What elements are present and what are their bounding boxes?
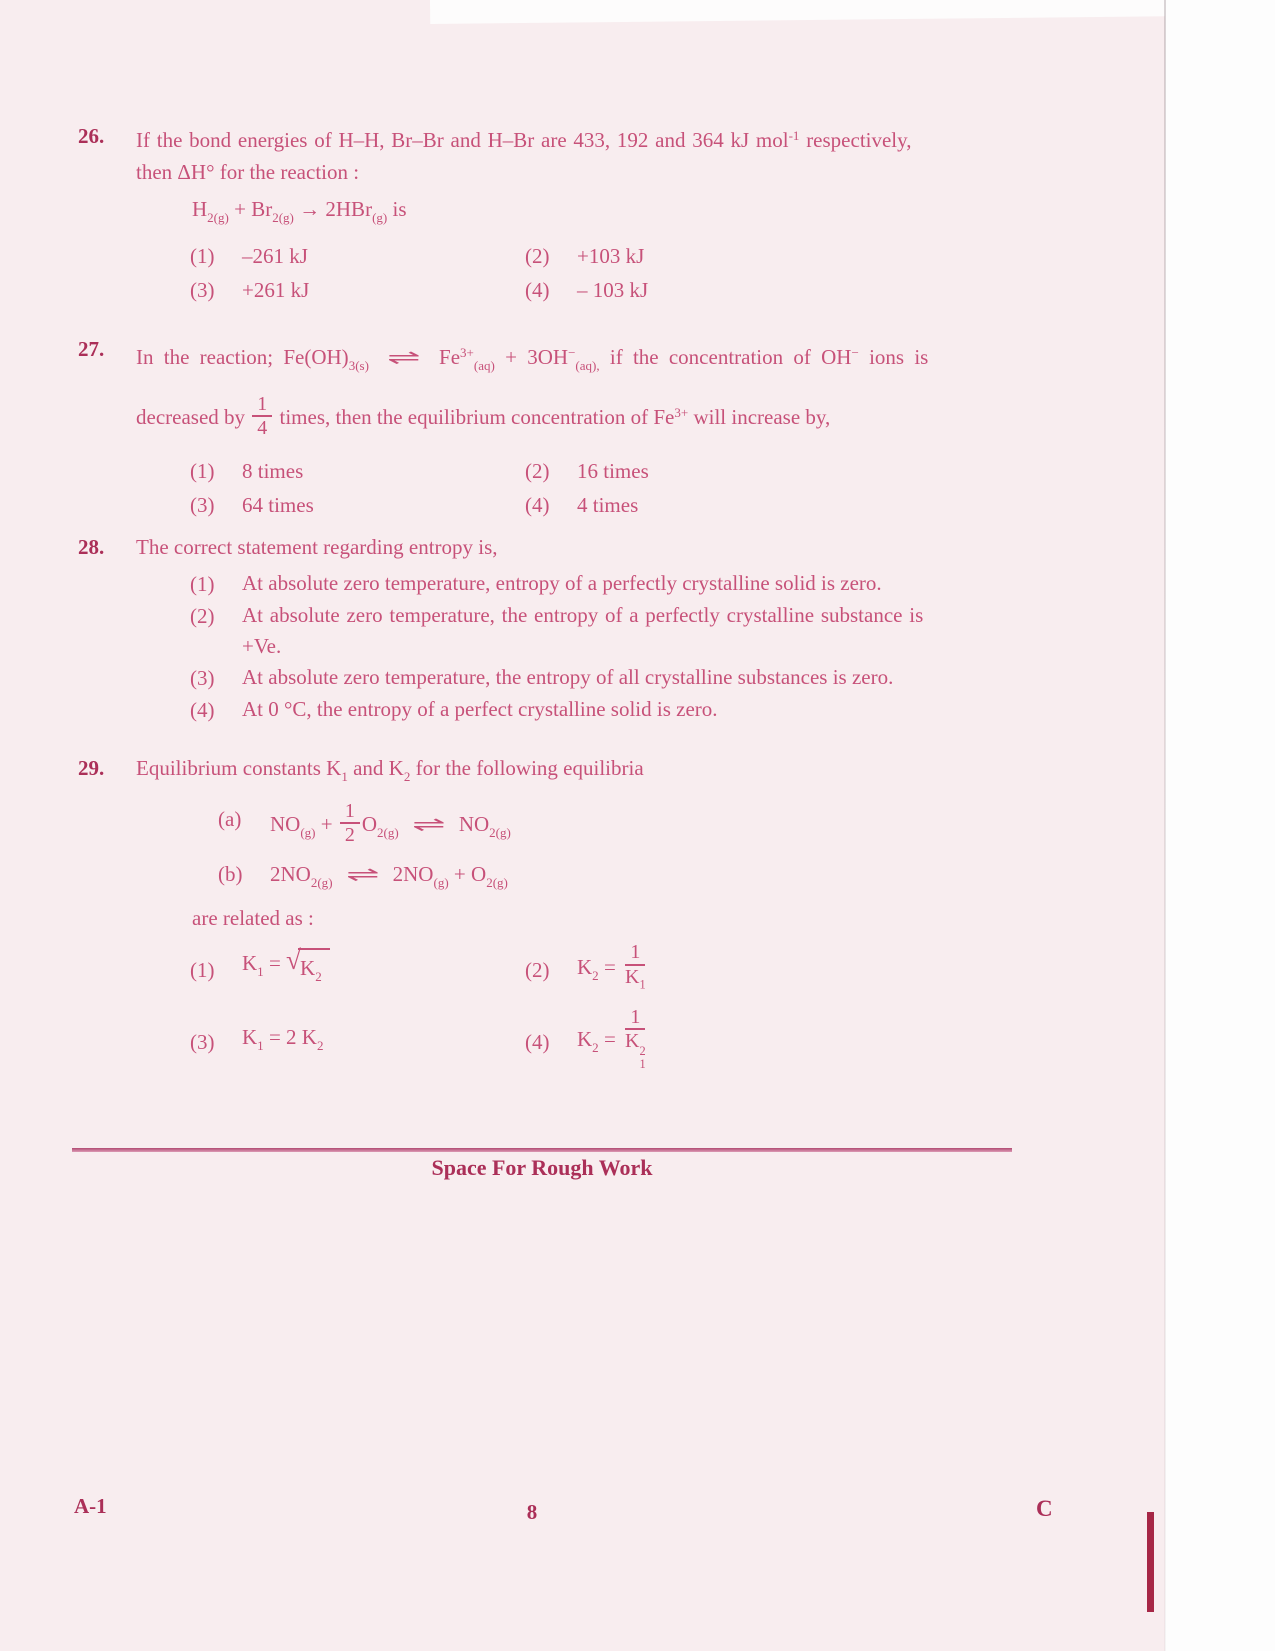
option-value: 64 times [242, 492, 314, 517]
equilibrium-b [218, 858, 1068, 899]
option-row [190, 600, 1068, 662]
question-text-line-1: In the reaction; $Fe(OH)_{3(s)}$ ⇌ $Fe^{3+}_{(aq)} + 3OH^-_{(aq),}$ if the concentration of OH− ions is [136, 333, 1068, 386]
option-label: (4) [525, 492, 550, 517]
question-text-line-2: then ΔH° for the reaction : [136, 160, 360, 185]
option-value: 8 times [242, 458, 304, 483]
option-label: (2) [190, 604, 215, 628]
question-text: The correct statement regarding entropy is, [136, 535, 498, 559]
question-number: 27. [78, 337, 105, 361]
equilibrium-b-formula: $2NO_{2(g)}$ ⇌ $2NO_{(g)} + O_{2(g)}$ [270, 858, 1068, 899]
equilibrium-arrow-icon: ⇌ [412, 812, 446, 836]
red-margin-mark [1147, 1512, 1154, 1612]
option-text: At absolute zero temperature, the entropy of a perfectly crystalline substance is [242, 603, 924, 627]
option-value: – 103 kJ [577, 278, 649, 302]
footer-set-code: C [1036, 1496, 1053, 1521]
question-body [136, 531, 1068, 726]
option-label: (3) [190, 666, 215, 690]
equilibrium-a [218, 799, 1068, 850]
reaction-formula: $H_{2(g)} + Br_{2(g)} \to 2HBr_{(g)}$ is [192, 197, 407, 225]
option-value: 16 times [577, 458, 649, 483]
question-body [136, 752, 1068, 1074]
equilibrium-arrow-icon: ⇌ [345, 861, 380, 886]
option-value: $K_2$ = $\frac{1}{K_1}$ [577, 941, 646, 992]
option-row [190, 694, 1068, 726]
radical-sign: √ [286, 944, 302, 975]
equilibrium-arrow-icon: ⇌ [387, 345, 421, 370]
option-label: (2) [525, 458, 550, 483]
option-value: –261 kJ [242, 244, 308, 268]
option-value: $K_1 = 2$ $K_2$ [242, 1025, 324, 1053]
question-29 [78, 752, 1068, 1074]
question-26 [78, 120, 1068, 306]
related-as-text: are related as : [192, 906, 314, 931]
rough-work-heading: Space For Rough Work [431, 1155, 653, 1180]
scanner-background [1165, 0, 1275, 1651]
question-text-line-1: If the bond energies of H–H, Br–Br and H–Br are 433, 192 and 364 kJ mol$^{-1}$ respectively, [136, 128, 912, 153]
option-value: $K_2$ = 1 K 2 1 [577, 1006, 646, 1071]
item-label: (a) [218, 806, 242, 831]
footer-page-number: 8 [526, 1500, 538, 1524]
option-row [190, 568, 1068, 600]
options-grid [190, 240, 1068, 306]
option-label: (2) [525, 957, 550, 982]
option-label: (4) [525, 1029, 550, 1054]
option-value: +261 kJ [242, 278, 310, 302]
question-number: 26. [78, 124, 105, 148]
page-edge-shadow [1164, 0, 1166, 1651]
question-number: 29. [78, 756, 105, 780]
option-label: (4) [525, 278, 550, 302]
question-27 [78, 333, 1068, 521]
option-label: (1) [190, 458, 215, 483]
option-text: At 0 °C, the entropy of a perfect crystalline solid is zero. [242, 697, 718, 721]
equilibrium-a-formula: $NO_{(g)}$ + $\frac{1}{2}$ $O_{2(g)}$ ⇌ $NO_{2(g)}$ [270, 799, 511, 847]
question-body [136, 333, 1068, 521]
option-label: (4) [190, 698, 215, 722]
question-text-line-2: decreased by $\frac{1}{4}$ times, then the equilibrium concentration of $Fe^{3+}$ will increase by, [136, 393, 831, 440]
option-text: At absolute zero temperature, entropy of a perfectly crystalline solid is zero. [242, 571, 882, 595]
option-text: At absolute zero temperature, the entropy of all crystalline substances is zero. [242, 665, 894, 689]
option-label: (3) [190, 492, 215, 517]
option-label: (2) [525, 244, 550, 268]
option-text: +Ve. [242, 634, 282, 658]
question-body [136, 120, 1068, 306]
question-number: 28. [78, 535, 105, 559]
question-text: Equilibrium constants $K_1$ and $K_2$ for the following equilibria [136, 756, 644, 784]
rough-work-divider [72, 1148, 1012, 1152]
footer-booklet-code: A-1 [74, 1494, 107, 1518]
option-row [190, 662, 1068, 694]
option-value: $K_1$ = √ $K_2$ [242, 947, 525, 993]
options-grid [190, 941, 1068, 1073]
option-label: (1) [190, 572, 215, 596]
options-grid [190, 455, 1068, 521]
option-label: (3) [190, 1029, 215, 1054]
option-value: +103 kJ [577, 244, 645, 268]
option-label: (1) [190, 244, 215, 268]
option-label: (1) [190, 957, 215, 982]
options-list [136, 568, 1068, 726]
option-label: (3) [190, 278, 215, 302]
option-value: 4 times [577, 492, 639, 517]
item-label: (b) [218, 861, 243, 886]
question-28 [78, 531, 1068, 726]
